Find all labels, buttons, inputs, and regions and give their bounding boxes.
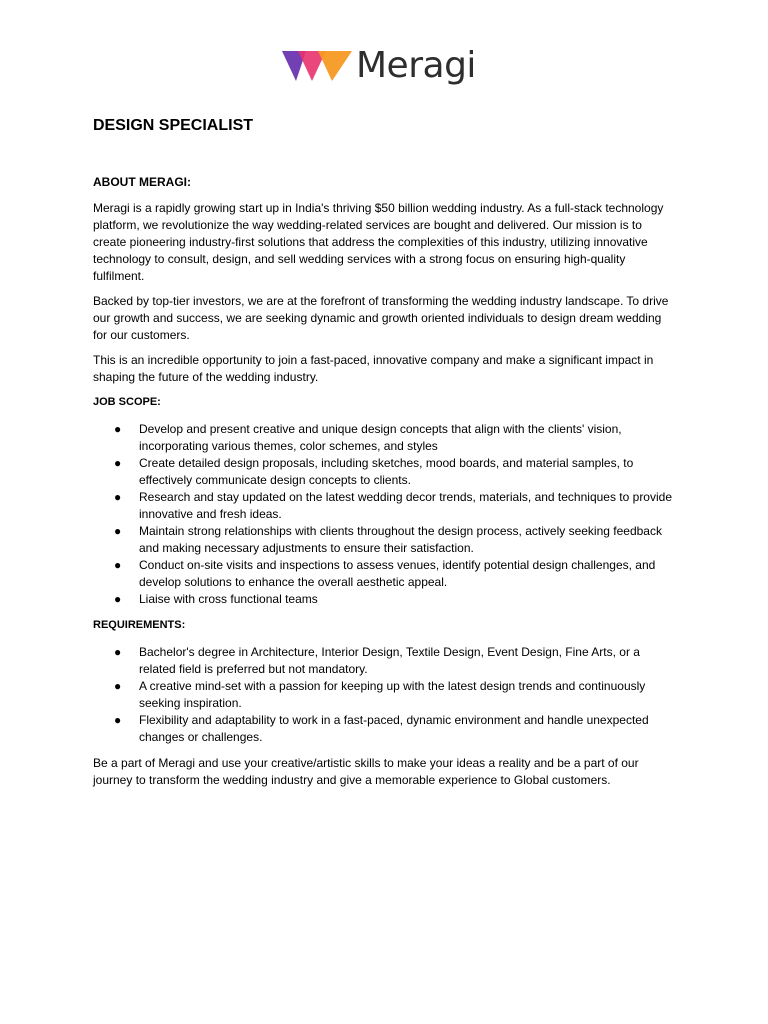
bullet-icon: ● [114,592,122,606]
bullet-icon: ● [114,524,122,538]
about-paragraph: Backed by top-tier investors, we are at the forefront of transforming the wedding industry landscape. To drive our growth and success, we are seeking dynamic and growth oriented individuals to design dream wedding for our customers. [93,294,669,342]
list-item [93,421,675,455]
list-item-text: Develop and present creative and unique design concepts that align with the clients' vision, incorporating various themes, color schemes, and styles [139,422,622,453]
logo-wordmark: Meragi [356,45,476,86]
bullet-icon: ● [114,490,122,504]
meragi-logo [282,46,476,86]
about-paragraph: Meragi is a rapidly growing start up in India's thriving $50 billion wedding industry. As a full-stack technology platform, we revolutionize the way wedding-related services are bought and delivered. Our mission is to create pioneering industry-first solutions that address the complexities of this industry, utilizing innovative technology to consult, design, and sell wedding services with a strong focus on ensuring high-quality fulfilment. [93,201,664,283]
list-item-text: Bachelor's degree in Architecture, Interior Design, Textile Design, Event Design, Fine Arts, or a related field is preferred but not mandatory. [139,645,640,676]
page-title: DESIGN SPECIALIST [93,117,254,134]
requirements-list [93,644,675,746]
list-item-text: A creative mind-set with a passion for keeping up with the latest design trends and continuously seeking inspiration. [139,679,646,710]
list-item [93,489,675,523]
list-item-text: Create detailed design proposals, including sketches, mood boards, and material samples, to effectively communicate design concepts to clients. [139,456,634,487]
about-heading: ABOUT MERAGI: [93,175,191,189]
document-body [93,115,675,797]
list-item-text: Research and stay updated on the latest wedding decor trends, materials, and techniques to provide innovative and fresh ideas. [139,490,672,521]
list-item [93,455,675,489]
bullet-icon: ● [114,456,122,470]
list-item-text: Flexibility and adaptability to work in a fast-paced, dynamic environment and handle unexpected changes or challenges. [139,713,649,744]
list-item [93,678,675,712]
bullet-icon: ● [114,422,122,436]
bullet-icon: ● [114,679,122,693]
list-item-text: Maintain strong relationships with clients throughout the design process, actively seeking feedback and making necessary adjustments to ensure their satisfaction. [139,524,662,555]
job-scope-heading: JOB SCOPE: [93,396,161,408]
meragi-logo-mark-icon [282,49,354,83]
list-item-text: Conduct on-site visits and inspections to assess venues, identify potential design challenges, and develop solutions to enhance the overall aesthetic appeal. [139,558,656,589]
list-item-text: Liaise with cross functional teams [139,592,318,606]
list-item [93,712,675,746]
list-item [93,644,675,678]
job-scope-list [93,421,675,608]
about-paragraph: This is an incredible opportunity to join a fast-paced, innovative company and make a significant impact in shaping the future of the wedding industry. [93,353,654,384]
requirements-heading: REQUIREMENTS: [93,619,186,631]
list-item [93,557,675,591]
bullet-icon: ● [114,713,122,727]
list-item [93,591,675,608]
closing-paragraph: Be a part of Meragi and use your creative/artistic skills to make your ideas a reality and be a part of our journey to transform the wedding industry and give a memorable experience to Global customers. [93,756,639,787]
bullet-icon: ● [114,558,122,572]
list-item [93,523,675,557]
bullet-icon: ● [114,645,122,659]
